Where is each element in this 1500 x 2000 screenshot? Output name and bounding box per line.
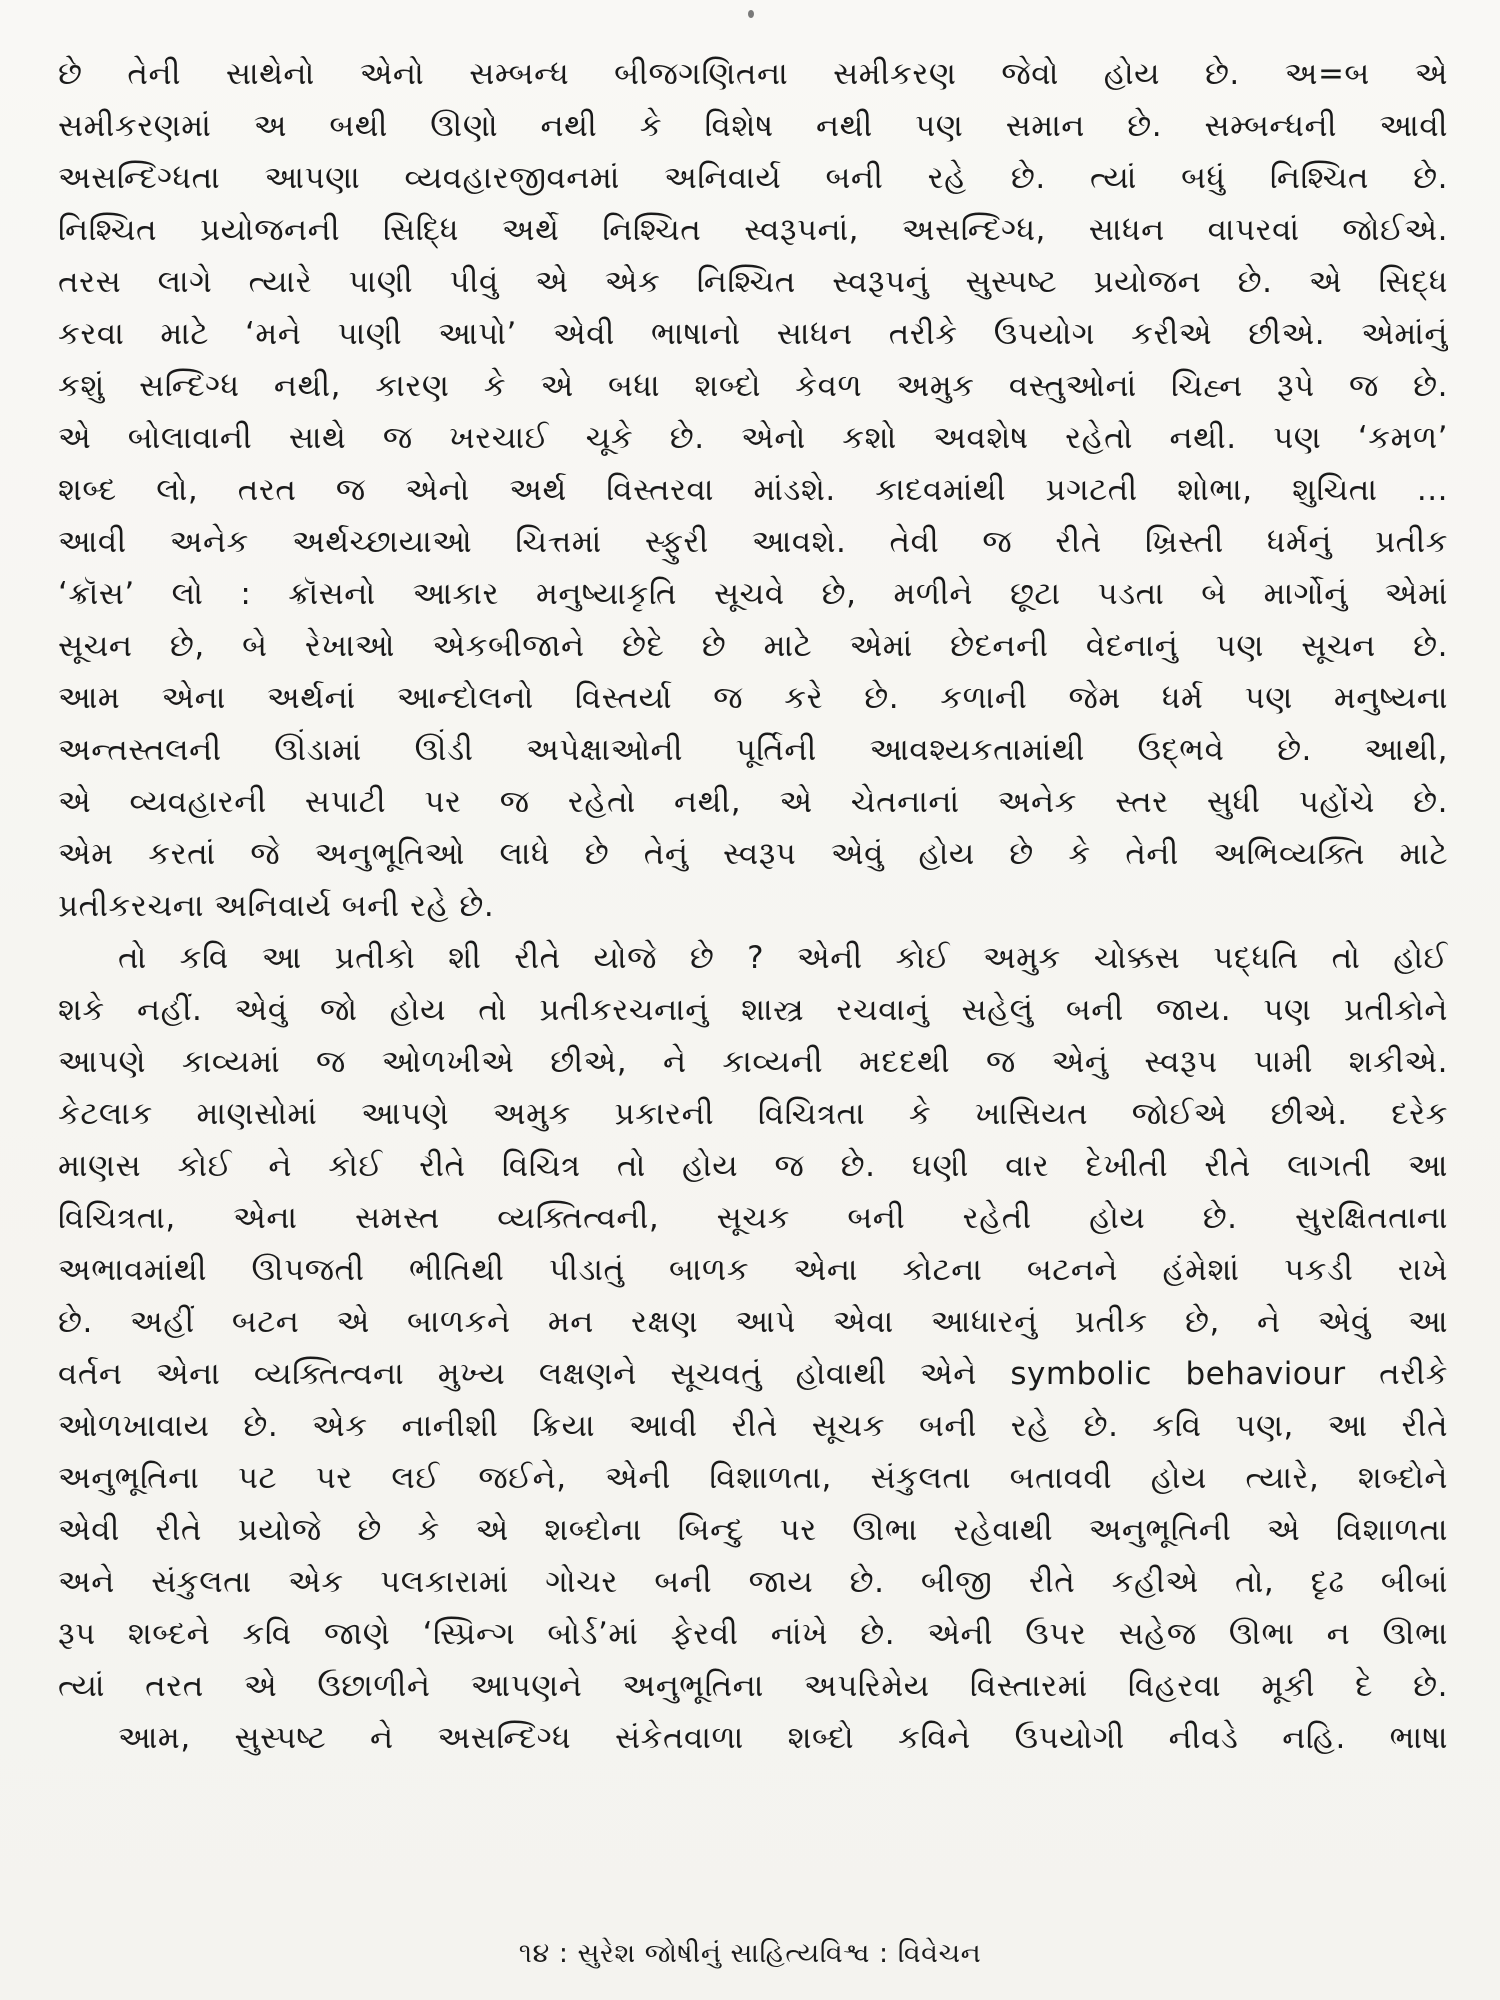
text-line: સમીકરણમાં અ બથી ઊણો નથી કે વિશેષ નથી પણ સમાન છે. સમ્બન્ધની આવી	[58, 108, 1448, 144]
text-line: અસન્દિગ્ધતા આપણા વ્યવહારજીવનમાં અનિવાર્ય બની રહે છે. ત્યાં બધું નિશ્ચિત છે.	[58, 160, 1448, 196]
text-line: એમ કરતાં જે અનુભૂતિઓ લાધે છે તેનું સ્વરૂપ એવું હોય છે કે તેની અભિવ્યક્તિ માટે	[58, 836, 1448, 872]
text-line: માણસ કોઈ ને કોઈ રીતે વિચિત્ર તો હોય જ છે. ઘણી વાર દેખીતી રીતે લાગતી આ	[58, 1148, 1448, 1184]
text-line: એ બોલાવાની સાથે જ ખરચાઈ ચૂકે છે. એનો કશો અવશેષ રહેતો નથી. પણ ‘કમળ’	[58, 420, 1448, 456]
text-line: ત્યાં તરત એ ઉછાળીને આપણને અનુભૂતિના અપરિમેય વિસ્તારમાં વિહરવા મૂકી દે છે.	[58, 1668, 1448, 1704]
body-text	[58, 48, 1448, 1858]
text-line: સૂચન છે, બે રેખાઓ એકબીજાને છેદે છે માટે એમાં છેદનની વેદનાનું પણ સૂચન છે.	[58, 628, 1448, 664]
text-line: અભાવમાંથી ઊપજતી ભીતિથી પીડાતું બાળક એના કોટના બટનને હંમેશાં પકડી રાખે	[58, 1252, 1448, 1288]
ink-speck	[748, 10, 754, 18]
text-line: નિશ્ચિત પ્રયોજનની સિદ્ધિ અર્થે નિશ્ચિત સ્વરૂપનાં, અસન્દિગ્ધ, સાધન વાપરવાં જોઈએ.	[58, 212, 1448, 248]
text-line: આવી અનેક અર્થચ્છાયાઓ ચિત્તમાં સ્ફુરી આવશે. તેવી જ રીતે ખ્રિસ્તી ધર્મનું પ્રતીક	[58, 524, 1448, 560]
text-line: શકે નહીં. એવું જો હોય તો પ્રતીકરચનાનું શાસ્ત્ર રચવાનું સહેલું બની જાય. પણ પ્રતીકોને	[58, 992, 1448, 1028]
page-footer: ૧૪ : સુરેશ જોષીનું સાહિત્યવિશ્વ : વિવેચન	[518, 1938, 982, 1969]
text-line: અને સંકુલતા એક પલકારામાં ગોચર બની જાય છે. બીજી રીતે કહીએ તો, દૃઢ બીબાં	[58, 1564, 1448, 1600]
text-line: રૂપ શબ્દને કવિ જાણે ‘સ્પ્રિન્ગ બોર્ડ’માં ફેરવી નાંખે છે. એની ઉપર સહેજ ઊભા ન ઊભા	[58, 1616, 1448, 1652]
text-line: વર્તન એના વ્યક્તિત્વના મુખ્ય લક્ષણને સૂચવતું હોવાથી એને symbolic behaviour તરીકે	[58, 1356, 1448, 1392]
paragraph-first-line: આમ, સુસ્પષ્ટ ને અસન્દિગ્ધ સંકેતવાળા શબ્દો કવિને ઉપયોગી નીવડે નહિ. ભાષા	[118, 1720, 1448, 1756]
text-line: અનુભૂતિના પટ પર લઈ જઈને, એની વિશાળતા, સંકુલતા બતાવવી હોય ત્યારે, શબ્દોને	[58, 1460, 1448, 1496]
text-line: છે તેની સાથેનો એનો સમ્બન્ધ બીજગણિતના સમીકરણ જેવો હોય છે. અ=બ એ	[58, 56, 1448, 92]
text-line: એવી રીતે પ્રયોજે છે કે એ શબ્દોના બિન્દુ પર ઊભા રહેવાથી અનુભૂતિની એ વિશાળતા	[58, 1512, 1448, 1548]
text-line: તરસ લાગે ત્યારે પાણી પીવું એ એક નિશ્ચિત સ્વરૂપનું સુસ્પષ્ટ પ્રયોજન છે. એ સિદ્ધ	[58, 264, 1448, 300]
text-line-last: પ્રતીકરચના અનિવાર્ય બની રહે છે.	[58, 888, 495, 924]
text-line: ‘ક્રૉસ’ લો : ક્રૉસનો આકાર મનુષ્યાકૃતિ સૂચવે છે, મળીને છૂટા પડતા બે માર્ગોનું એમાં	[58, 576, 1448, 612]
paragraph-first-line: તો કવિ આ પ્રતીકો શી રીતે યોજે છે ? એની કોઈ અમુક ચોક્કસ પદ્ધતિ તો હોઈ	[118, 940, 1448, 976]
text-line: છે. અહીં બટન એ બાળકને મન રક્ષણ આપે એવા આધારનું પ્રતીક છે, ને એવું આ	[58, 1304, 1448, 1340]
text-line: કરવા માટે ‘મને પાણી આપો’ એવી ભાષાનો સાધન તરીકે ઉપયોગ કરીએ છીએ. એમાંનું	[58, 316, 1448, 352]
text-line: અન્તસ્તલની ઊંડામાં ઊંડી અપેક્ષાઓની પૂર્તિની આવશ્યકતામાંથી ઉદ્ભવે છે. આથી,	[58, 732, 1448, 768]
text-line: વિચિત્રતા, એના સમસ્ત વ્યક્તિત્વની, સૂચક બની રહેતી હોય છે. સુરક્ષિતતાના	[58, 1200, 1448, 1236]
text-line: ઓળખાવાય છે. એક નાનીશી ક્રિયા આવી રીતે સૂચક બની રહે છે. કવિ પણ, આ રીતે	[58, 1408, 1448, 1444]
text-line: કશું સન્દિગ્ધ નથી, કારણ કે એ બધા શબ્દો કેવળ અમુક વસ્તુઓનાં ચિહ્ન રૂપે જ છે.	[58, 368, 1448, 404]
text-line: કેટલાક માણસોમાં આપણે અમુક પ્રકારની વિચિત્રતા કે ખાસિયત જોઈએ છીએ. દરેક	[58, 1096, 1448, 1132]
text-line: એ વ્યવહારની સપાટી પર જ રહેતો નથી, એ ચેતનાનાં અનેક સ્તર સુધી પહોંચે છે.	[58, 784, 1448, 820]
text-line: આપણે કાવ્યમાં જ ઓળખીએ છીએ, ને કાવ્યની મદદથી જ એનું સ્વરૂપ પામી શકીએ.	[58, 1044, 1448, 1080]
text-line: શબ્દ લો, તરત જ એનો અર્થ વિસ્તરવા માંડશે. કાદવમાંથી પ્રગટતી શોભા, શુચિતા ...	[58, 472, 1448, 508]
text-line: આમ એના અર્થનાં આન્દોલનો વિસ્તર્યા જ કરે છે. કળાની જેમ ધર્મ પણ મનુષ્યના	[58, 680, 1448, 716]
